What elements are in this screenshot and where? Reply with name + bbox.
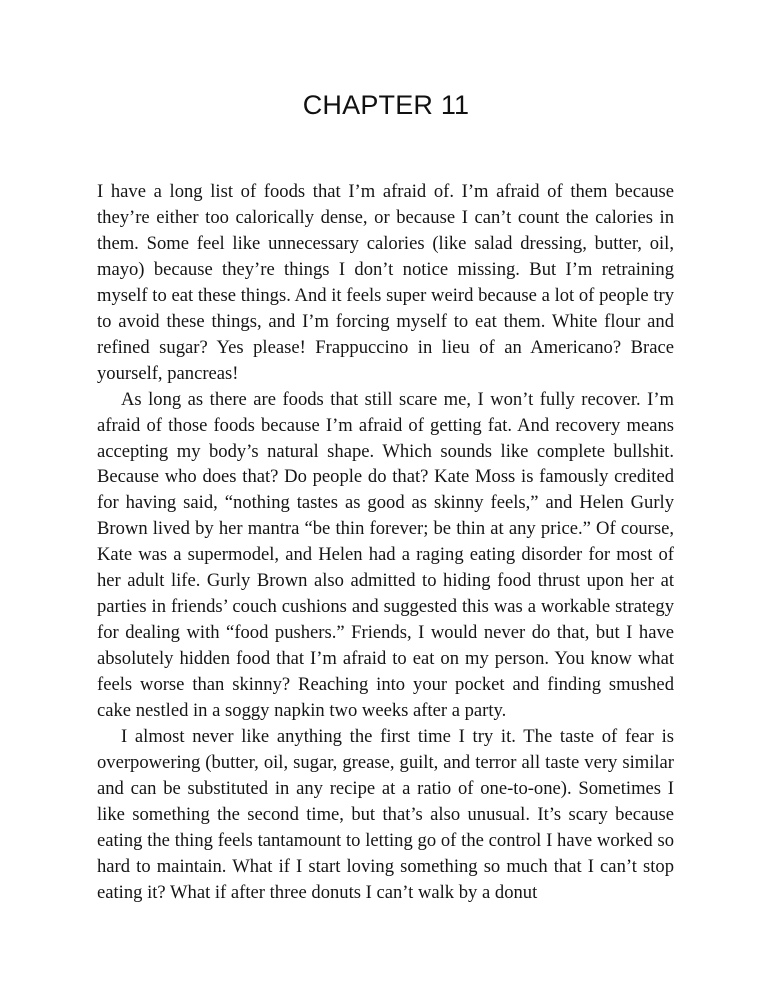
paragraph: As long as there are foods that still scare me, I won’t fully recover. I’m afraid of those foods because I’m afraid of getting fat. And recovery means accepting my body’s natural shape. Which sounds like complete bullshit. Because who does that? Do people do that? Kate Moss is famously credited for having said, “nothing tastes as good as skinny feels,” and Helen Gurly Brown lived by her mantra “be thin forever; be thin at any price.” Of course, Kate was a supermodel, and Helen had a raging eating disorder for most of her adult life. Gurly Brown also admitted to hiding food thrust upon her at parties in friends’ couch cushions and suggested this was a workable strategy for dealing with “food pushers.” Friends, I would never do that, but I have absolutely hidden food that I’m afraid to eat on my person. You know what feels worse than skinny? Reaching into your pocket and finding smushed cake nestled in a soggy napkin two weeks after a party. [97, 388, 674, 722]
paragraph: I almost never like anything the first time I try it. The taste of fear is overpowering (butter, oil, sugar, grease, guilt, and terror all taste very similar and can be substituted in any recipe at a ratio of one-to-one). Sometimes I like something the second time, but that’s also unusual. It’s scary because eating the thing feels tantamount to letting go of the control I have worked so hard to maintain. What if I start loving something so much that I can’t stop eating it? What if after three donuts I can’t walk by a donut [97, 726, 674, 903]
paragraph: I have a long list of foods that I’m afraid of. I’m afraid of them because they’re either too calorically dense, or because I can’t count the calories in them. Some feel like unnecessary calories (like salad dressing, butter, oil, mayo) because they’re things I don’t notice missing. But I’m retraining myself to eat these things. And it feels super weird because a lot of people try to avoid these things, and I’m forcing myself to eat them. White flour and refined sugar? Yes please! Frappuccino in lieu of an Americano? Brace yourself, pancreas! [97, 181, 674, 384]
chapter-title: CHAPTER 11 [302, 90, 470, 120]
chapter-body [97, 179, 674, 906]
